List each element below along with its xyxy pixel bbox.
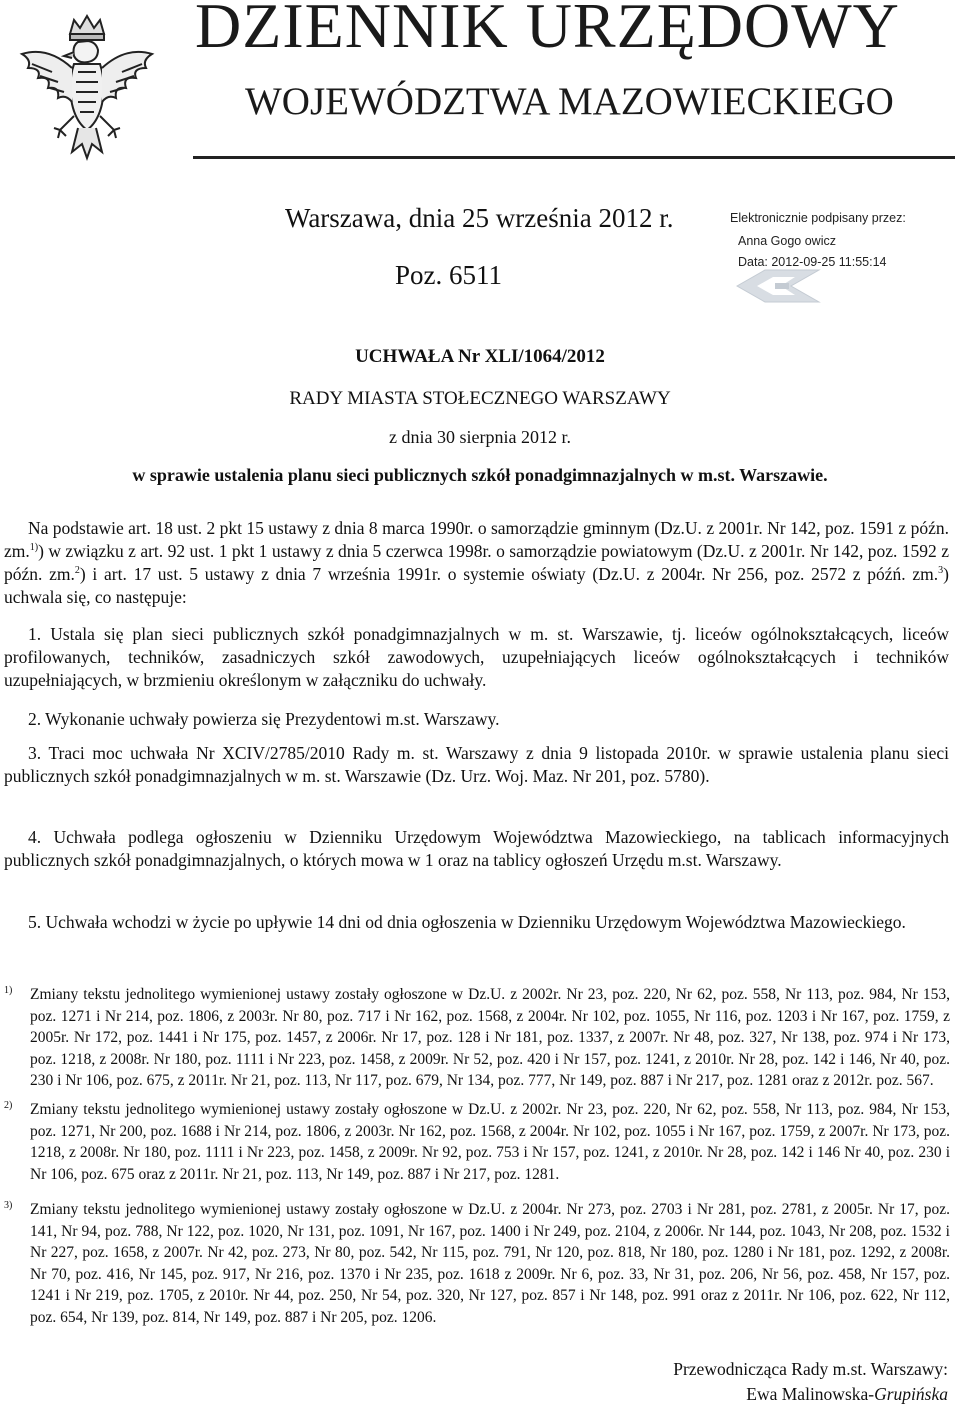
paragraph-5: 5. Uchwała wchodzi w życie po upływie 14 dni od dnia ogłoszenia w Dzienniku Urzędowym Województwa Mazowieckiego. xyxy=(28,912,906,932)
journal-subtitle: WOJEWÓDZTWA MAZOWIECKIEGO xyxy=(245,80,894,123)
footnote-text: Zmiany tekstu jednolitego wymienionej ustawy zostały ogłoszone w Dz.U. z 2002r. Nr 23, poz. 220, Nr 62, poz. 558, Nr 113, poz. 984, Nr 153, poz. 1271, Nr 200, poz. 1688 i Nr 214, poz. 1806, z 2003r. Nr 162, poz. 1568, z 2004r. Nr 102, poz. 1055 i Nr 167, poz. 1759, z 2007r. Nr 173, poz. 1218, z 2008r. Nr 180, poz. 1111 i Nr 223, poz. 1458, z 2009r. Nr 92, poz. 753 i Nr 157, poz. 1241, z 2010r. Nr 28, poz. 142 i 146 Nr 40, poz. 230 i Nr 106, poz. 675 oraz z 2011r. Nr 21, poz. 113, Nr 149, poz. 887 i Nr 217, poz. 1281. xyxy=(30,1101,950,1183)
masthead-divider xyxy=(193,156,955,159)
signature-validation-logo-icon xyxy=(735,266,821,311)
footnote-mark: 1) xyxy=(4,985,13,996)
resolution-issuer: RADY MIASTA STOŁECZNEGO WARSZAWY xyxy=(289,388,671,409)
place-date: Warszawa, dnia 25 września 2012 r. xyxy=(285,203,674,233)
footnote-ref-2: 2 xyxy=(74,565,80,577)
resolution-number: UCHWAŁA Nr XLI/1064/2012 xyxy=(355,346,605,367)
footnote-text: Zmiany tekstu jednolitego wymienionej ustawy zostały ogłoszone w Dz.U. z 2002r. Nr 23, poz. 220, Nr 62, poz. 558, Nr 113, poz. 984, Nr 153, poz. 1271 i Nr 214, poz. 1806, z 2003r. Nr 80, poz. 717 i Nr 162, poz. 1568, z 2004r. Nr 102, poz. 1055, Nr 116, poz. 1203 i Nr 167, poz. 1759, z 2005r. Nr 172, poz. 1441 i Nr 175, poz. 1457, z 2006r. Nr 17, poz. 128 i Nr 181, poz. 1337, z 2007r. Nr 48, poz. 327, Nr 138, poz. 974 i Nr 173, poz. 1218, z 2008r. Nr 180, poz. 1111 i Nr 223, poz. 1458, z 2009r. Nr 52, poz. 420 i Nr 157, poz. 1241, z 2010r. Nr 28, poz. 142 i 146, Nr 40, poz. 230 i Nr 106, poz. 675, z 2011r. Nr 21, poz. 113, Nr 117, poz. 679, Nr 134, poz. 777, Nr 149, poz. 887 i Nr 217, poz. 1281 oraz z 2012r. poz. 567. xyxy=(30,986,950,1090)
footnote-ref-1: 1) xyxy=(29,542,39,554)
footnote-3 xyxy=(4,1199,950,1329)
footnote-mark: 2) xyxy=(4,1100,13,1111)
journal-title: DZIENNIK URZĘDOWY xyxy=(195,0,900,61)
signer-title: Przewodnicząca Rady m.st. Warszawy: xyxy=(673,1359,948,1379)
footnote-ref-3: 3 xyxy=(938,565,944,577)
paragraph-2: 2. Wykonanie uchwały powierza się Prezydentowi m.st. Warszawy. xyxy=(28,709,500,729)
polish-eagle-emblem-icon xyxy=(8,12,166,185)
paragraph-1: 1. Ustala się plan sieci publicznych szkół ponadgimnazjalnych w m. st. Warszawie, tj. liceów ogólnokształcących, liceów profilowanych, techników, zasadniczych szkół zawodowych, uzupełniających liceów ogólnokształcących i techników uzupełniających, w brzmieniu określonym w załączniku do uchwały. xyxy=(4,624,949,690)
footnote-mark: 3) xyxy=(4,1200,13,1211)
resolution-subject: w sprawie ustalenia planu sieci publicznych szkół ponadgimnazjalnych w m.st. Warszawie. xyxy=(132,465,828,485)
resolution-date: z dnia 30 sierpnia 2012 r. xyxy=(389,427,571,447)
paragraph-3: 3. Traci moc uchwała Nr XCIV/2785/2010 Rady m. st. Warszawy z dnia 9 listopada 2010r. w sprawie ustalenia planu sieci publicznych szkół ponadgimnazjalnych w m. st. Warszawie (Dz. Urz. Woj. Maz. Nr 201, poz. 5780). xyxy=(4,743,949,786)
signature-line-1: Elektronicznie podpisany przez: xyxy=(730,211,906,225)
preamble xyxy=(4,517,949,609)
paragraph-4: 4. Uchwała podlega ogłoszeniu w Dzienniku Urzędowym Województwa Mazowieckiego, na tablicach informacyjnych publicznych szkół ponadgimnazjalnych, o których mowa w 1 oraz na tablicy ogłoszeń Urzędu m.st. Warszawy. xyxy=(4,827,949,870)
footnote-1 xyxy=(4,984,950,1092)
position-number: Poz. 6511 xyxy=(395,260,502,290)
signature-line-2: Anna Gogo owicz xyxy=(738,234,836,248)
footnote-text: Zmiany tekstu jednolitego wymienionej ustawy zostały ogłoszone w Dz.U. z 2004r. Nr 273, poz. 2703 i Nr 281, poz. 2781, z 2005r. Nr 17, poz. 141, Nr 94, poz. 788, Nr 122, poz. 1020, Nr 131, poz. 1091, Nr 167, poz. 1400 i Nr 249, poz. 2104, z 2006r. Nr 144, poz. 1043, Nr 208, poz. 1532 i Nr 227, poz. 1658, z 2007r. Nr 42, poz. 273, Nr 80, poz. 542, Nr 115, poz. 791, Nr 120, poz. 818, Nr 180, poz. 1280 i Nr 181, poz. 1292, z 2008r. Nr 70, poz. 416, Nr 145, poz. 917, Nr 216, poz. 1370 i Nr 235, poz. 1618 z 2009r. Nr 6, poz. 33, Nr 31, poz. 206, Nr 56, poz. 458, Nr 157, poz. 1241 i Nr 219, poz. 1705, z 2010r. Nr 44, poz. 250, Nr 54, poz. 320, Nr 127, poz. 857 i Nr 148, poz. 991 oraz z 2011r. Nr 106, poz. 622, Nr 112, poz. 654, Nr 139, poz. 814, Nr 149, poz. 887 i Nr 205, poz. 1206. xyxy=(30,1201,950,1326)
signature-line-3: Data: 2012-09-25 11:55:14 xyxy=(738,255,887,269)
preamble-paragraph: Na podstawie art. 18 ust. 2 pkt 15 ustawy z dnia 8 marca 1990r. o samorządzie gminnym (Dz.U. z 2001r. Nr 142, poz. 1591 z późn. zm.$^{1)}$) w związku z art. 92 ust. 1 pkt 1 ustawy z dnia 5 czerwca 1998r. o samorządzie powiatowym (Dz.U. z 2001r. Nr 142, poz. 1592 z późn. zm.$^2$) i art. 17 ust. 5 ustawy z dnia 7 września 1991r. o systemie oświaty (Dz.U. z 2004r. Nr 256, poz. 2572 z późń. zm.$^3$) uchwala się, co następuje: xyxy=(4,518,949,607)
signer-name: Ewa Malinowska-Grupińska xyxy=(746,1384,948,1404)
footnote-2 xyxy=(4,1099,950,1185)
